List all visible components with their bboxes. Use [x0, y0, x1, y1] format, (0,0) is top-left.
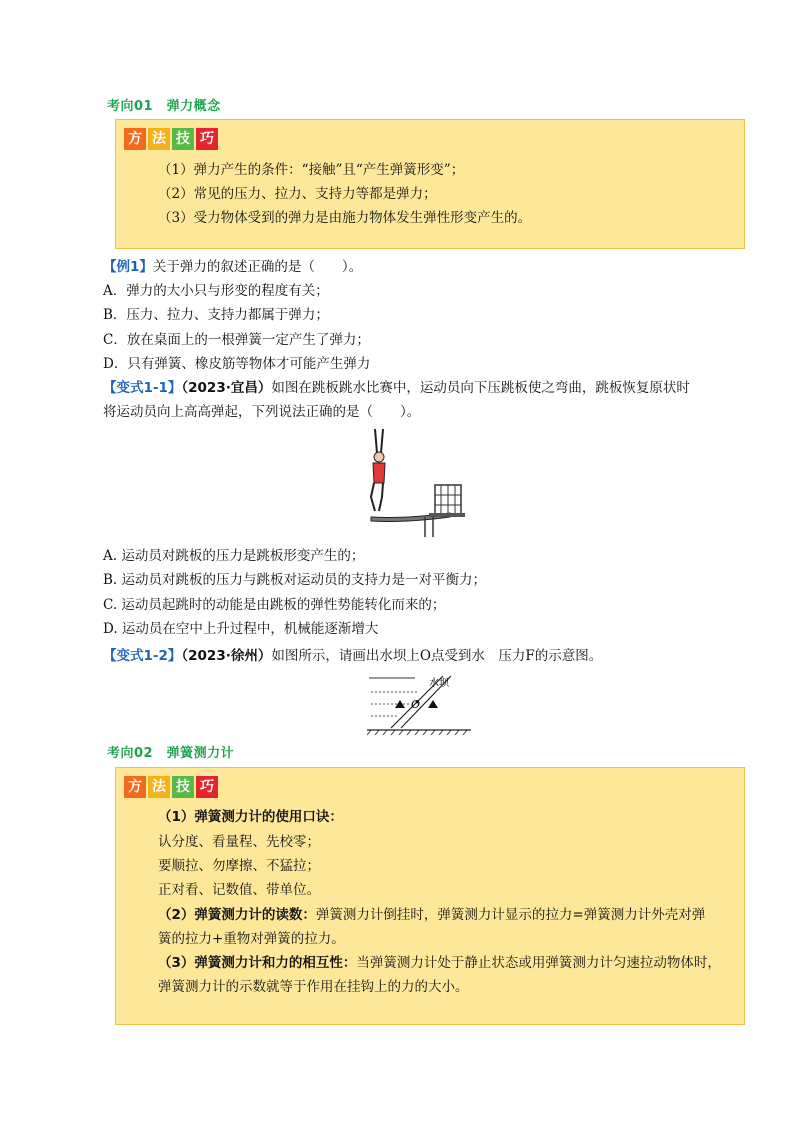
- variant-option-c: C. 运动员起跳时的动能是由跳板的弹性势能转化而来的；: [103, 597, 446, 613]
- option-b: B．压力、拉力、支持力都属于弹力；: [103, 307, 329, 323]
- variant-1-2-text: [103, 646, 602, 666]
- diver-leg: [371, 483, 375, 511]
- tip-heading: （3）弹簧测力计和力的相互性：: [158, 955, 357, 971]
- variant-option-d: D. 运动员在空中上升过程中，机械能逐渐增大: [103, 621, 379, 637]
- tip-line: 簧的拉力+重物对弹簧的拉力。: [158, 931, 345, 947]
- variant-source: （2023·徐州）: [181, 648, 272, 664]
- ground-hatch: [367, 730, 467, 735]
- tip-line: （2）常见的压力、拉力、支持力等都是弹力；: [158, 186, 437, 202]
- point-o-label: O: [411, 698, 421, 711]
- tip-line: [158, 905, 705, 925]
- tip-heading: （2）弹簧测力计的读数：: [158, 907, 316, 923]
- badge-char: 法: [148, 128, 170, 150]
- diver-arm: [381, 429, 383, 453]
- tips-box-2: [115, 767, 745, 1025]
- triangle-marker: [428, 700, 438, 708]
- option-c: C．放在桌面上的一根弹簧一定产生了弹力；: [103, 332, 370, 348]
- platform: [429, 513, 465, 517]
- variant-1-1-text-2: 将运动员向上高高弹起，下列说法正确的是（ ）。: [103, 404, 421, 420]
- dam-label: 水坝: [429, 678, 449, 689]
- tip-line: [158, 953, 721, 973]
- variant-option-b: B. 运动员对跳板的压力与跳板对运动员的支持力是一对平衡力；: [103, 572, 487, 588]
- diving-board-figure: [355, 425, 475, 540]
- tip-line: 要顺拉、勿摩擦、不猛拉；: [158, 858, 320, 874]
- option-a: A．弹力的大小只与形变的程度有关；: [103, 283, 329, 299]
- variant-tag: 【变式1-1】: [103, 380, 182, 396]
- variant-1-1-text: [103, 378, 690, 398]
- variant-text: 如图在跳板跳水比赛中，运动员向下压跳板使之弯曲，跳板恢复原状时: [271, 380, 690, 396]
- tips-box-1: [115, 119, 745, 249]
- badge-char: 方: [124, 776, 146, 798]
- variant-tag: 【变式1-2】: [103, 648, 182, 664]
- tip-line: （3）受力物体受到的弹力是由施力物体发生弹性形变产生的。: [158, 210, 532, 226]
- tip-line: 认分度、看量程、先校零；: [158, 834, 320, 850]
- method-badge: [124, 128, 218, 150]
- badge-char: 巧: [196, 128, 218, 150]
- variant-option-a: A. 运动员对跳板的压力是跳板形变产生的；: [103, 548, 365, 564]
- tip-heading: （1）弹簧测力计的使用口诀：: [158, 809, 343, 825]
- diver-leg: [379, 483, 383, 511]
- tip-line: 弹簧测力计的示数就等于作用在挂钩上的力的大小。: [158, 979, 469, 995]
- example-1-question: [103, 257, 362, 277]
- badge-char: 巧: [196, 776, 218, 798]
- badge-char: 方: [124, 128, 146, 150]
- tip-line: 正对看、记数值、带单位。: [158, 882, 320, 898]
- section-title-1: 考向01 弹力概念: [107, 99, 221, 114]
- tip-line: （1）弹力产生的条件：“接触”且“产生弹簧形变”；: [158, 162, 465, 178]
- question-text: 关于弹力的叙述正确的是（ ）。: [152, 259, 363, 275]
- dam-figure: [365, 670, 475, 736]
- section-title-2: 考向02 弹簧测力计: [107, 746, 235, 761]
- tip-text: 弹簧测力计倒挂时，弹簧测力计显示的拉力=弹簧测力计外壳对弹: [315, 907, 706, 923]
- method-badge: [124, 776, 218, 798]
- option-d: D．只有弹簧、橡皮筋等物体才可能产生弹力: [103, 356, 371, 372]
- badge-char: 技: [172, 776, 194, 798]
- badge-char: 技: [172, 128, 194, 150]
- diver-arm: [375, 429, 377, 453]
- diver-body: [373, 463, 385, 483]
- tip-text: 当弹簧测力计处于静止状态或用弹簧测力计匀速拉动物体时，: [356, 955, 721, 971]
- badge-char: 法: [148, 776, 170, 798]
- example-tag: 【例1】: [103, 259, 153, 275]
- variant-source: （2023·宜昌）: [181, 380, 272, 396]
- variant-text: 如图所示，请画出水坝上O点受到水 压力F的示意图。: [271, 648, 603, 664]
- diver-head: [374, 452, 384, 462]
